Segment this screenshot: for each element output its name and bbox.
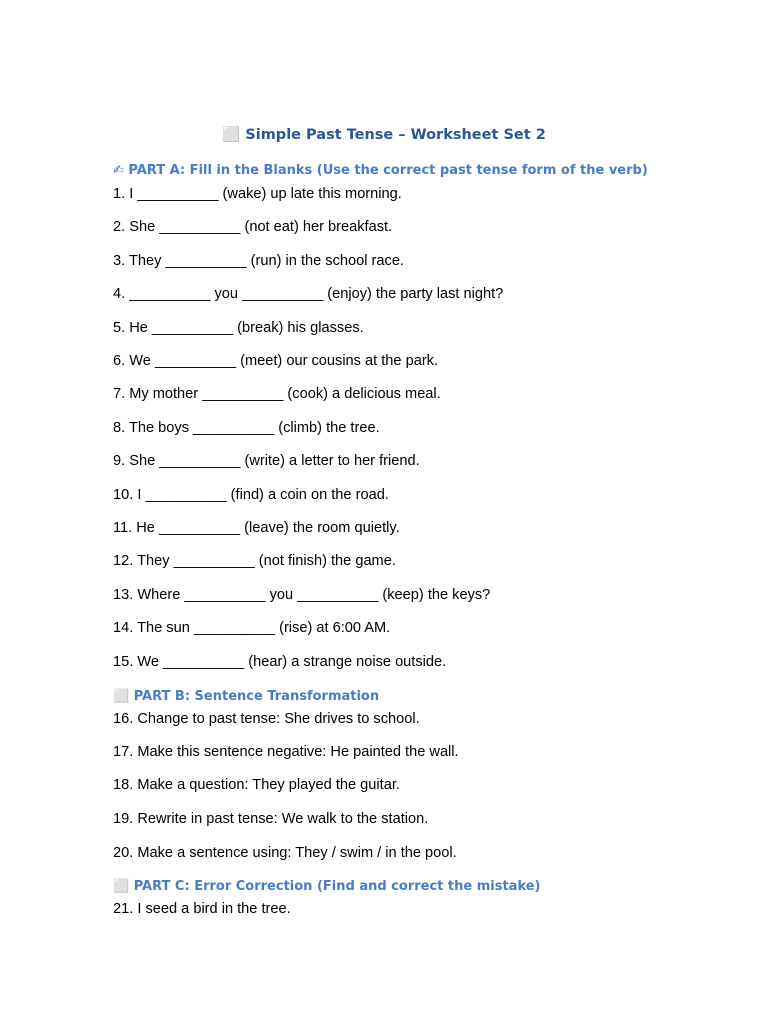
- part-a-item: 5. He __________ (break) his glasses.: [113, 320, 364, 336]
- part-b-item: 16. Change to past tense: She drives to school.: [113, 711, 420, 727]
- worksheet-title: ⬜ Simple Past Tense – Worksheet Set 2: [222, 127, 546, 143]
- part-c-heading: ⬜ PART C: Error Correction (Find and correct the mistake): [113, 879, 541, 894]
- part-a-item: 10. I __________ (find) a coin on the road.: [113, 487, 389, 503]
- part-a-item: 8. The boys __________ (climb) the tree.: [113, 420, 380, 436]
- part-a-item: 7. My mother __________ (cook) a delicious meal.: [113, 386, 441, 402]
- part-b-item: 20. Make a sentence using: They / swim / in the pool.: [113, 845, 457, 861]
- part-a-item: 15. We __________ (hear) a strange noise outside.: [113, 654, 447, 670]
- part-a-item: 11. He __________ (leave) the room quietly.: [113, 520, 400, 536]
- part-c-item: 21. I seed a bird in the tree.: [113, 901, 291, 917]
- part-a-item: 6. We __________ (meet) our cousins at the park.: [113, 353, 439, 369]
- part-a-item: 1. I __________ (wake) up late this morning.: [113, 186, 402, 202]
- part-b-item: 17. Make this sentence negative: He painted the wall.: [113, 744, 459, 760]
- part-a-item: 4. __________ you __________ (enjoy) the party last night?: [113, 286, 504, 302]
- part-a-item: 9. She __________ (write) a letter to her friend.: [113, 453, 420, 469]
- part-a-item: 2. She __________ (not eat) her breakfast.: [113, 219, 393, 235]
- part-b-heading: ⬜ PART B: Sentence Transformation: [113, 689, 380, 704]
- part-a-item: 3. They __________ (run) in the school race.: [113, 253, 404, 269]
- part-b-item: 18. Make a question: They played the guitar.: [113, 777, 400, 793]
- part-b-item: 19. Rewrite in past tense: We walk to the station.: [113, 811, 429, 827]
- part-a-item: 13. Where __________ you __________ (keep) the keys?: [113, 587, 491, 603]
- part-a-heading: ✍ PART A: Fill in the Blanks (Use the correct past tense form of the verb): [113, 163, 648, 178]
- part-a-item: 14. The sun __________ (rise) at 6:00 AM.: [113, 620, 391, 636]
- part-a-item: 12. They __________ (not finish) the game.: [113, 553, 396, 569]
